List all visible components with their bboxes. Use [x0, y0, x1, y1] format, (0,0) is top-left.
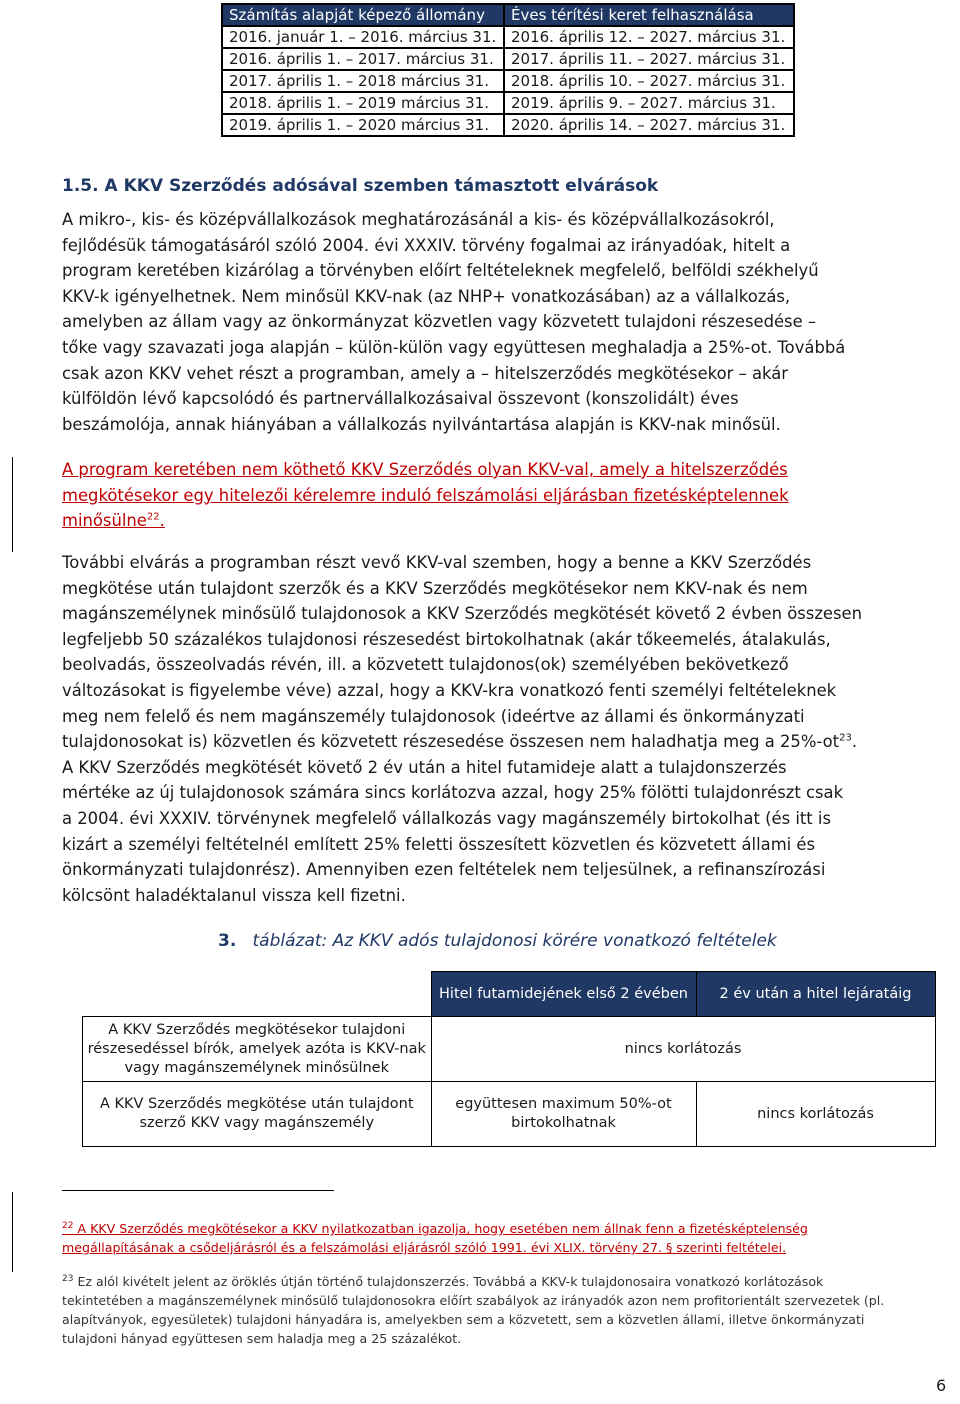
text-line [62, 1219, 942, 1238]
table-row [83, 1017, 936, 1082]
text-line: meg nem felelő és nem magánszemély tulajdonosok (ideértve az állami és önkormányzati [62, 706, 805, 726]
text-line: mértéke az új tulajdonosok számára sincs korlátozva azzal, hogy 25% fölötti tulajdonrészt csak [62, 783, 844, 803]
text-line: KKV-k igényelhetnek. Nem minősül KKV-nak (az NHP+ vonatkozásában) az a vállalkozás, [62, 286, 791, 306]
text-line: megállapításának a csődeljárásról és a felszámolási eljárásról szóló 1991. évi XLIX. törvény 27. § szerinti feltételei. [62, 1240, 787, 1255]
footnote-22 [62, 1219, 942, 1257]
table-cell: 2020. április 14. – 2027. március 31. [504, 114, 794, 136]
footnote-23 [62, 1272, 942, 1348]
footnote-separator [62, 1190, 334, 1191]
text-line: tekintetében a magánszemélynek minősülő tulajdonosokra előírt szabályok az irányadók azon nem profitorientált szervezetek (pl. [62, 1293, 885, 1308]
text-fragment: . [851, 732, 858, 752]
caption-text: táblázat: Az KKV adós tulajdonosi körére vonatkozó feltételek [252, 931, 777, 951]
text-line: külföldön lévő kapcsolódó és partnervállalkozásaival összevont (konszolidált) éves [62, 389, 739, 409]
text-line: magánszemélynek minősülő tulajdonosok a KKV Szerződés megkötését követő 2 évben összesen [62, 604, 863, 624]
text-line: megkötésekor egy hitelezői kérelemre induló felszámolási eljárásban fizetésképtelennek [62, 485, 789, 505]
table-row [222, 114, 794, 136]
text-fragment: minősülne [62, 511, 147, 531]
text-fragment: tulajdonosokat is) közvetlen és közvetett részesedése összesen nem haladhatja meg a 25%-ot [62, 732, 840, 752]
table-row [222, 48, 794, 70]
text-line: alapítványok, egyesületek) tulajdoni hányadára is, amelyekben sem a közvetett, sem a közvetlen állami, illetve önkormányzati [62, 1312, 865, 1327]
footnote-number: 22 [62, 1220, 74, 1231]
text-line: fejlődésük támogatásáról szóló 2004. évi XXXIV. törvény fogalmai az irányadóak, hitelt a [62, 235, 791, 255]
text-line: program keretében kizárólag a törvényben előírt feltételeknek megfelelő, belföldi székhelyű [62, 261, 819, 281]
text-line: A program keretében nem köthető KKV Szerződés olyan KKV-val, amely a hitelszerződés [62, 460, 788, 479]
paragraph-definition [62, 207, 932, 437]
change-bar [12, 1192, 13, 1272]
table-cell: 2019. április 1. – 2020 március 31. [222, 114, 504, 136]
table-cell: 2017. április 11. – 2027. március 31. [504, 48, 794, 70]
cell-no-restriction: nincs korlátozás [696, 1082, 935, 1147]
ownership-conditions-table [82, 971, 936, 1147]
change-bar [12, 457, 13, 552]
header-basis: Számítás alapját képező állomány [222, 4, 504, 26]
table-row [222, 70, 794, 92]
section-heading: 1.5. A KKV Szerződés adósával szemben támasztott elvárások [62, 176, 659, 196]
text-line: kizárt a személyi feltételnél említett 25% feletti összesített közvetlen és közvetett állami és [62, 834, 816, 854]
text-line: a 2004. évi XXXIV. törvénynek megfelelő vállalkozás vagy magánszemély birtokolhat (és itt is [62, 808, 832, 828]
text-fragment: . [159, 511, 165, 531]
table-caption [218, 931, 777, 951]
text-line: változásokat is figyelembe véve) azzal, hogy a KKV-kra vonatkozó fenti személyi feltételeknek [62, 680, 837, 700]
text-line: kölcsönt haladéktalanul vissza kell fizetni. [62, 885, 406, 905]
caption-number: 3. [218, 931, 237, 951]
row-label-existing-owners: A KKV Szerződés megkötésekor tulajdoni részesedéssel bírók, amelyek azóta is KKV-nak vagy magánszemélynek minősülnek [83, 1017, 432, 1082]
header-first-2-years: Hitel futamidejének első 2 évében [431, 972, 696, 1017]
text-line: önkormányzati tulajdonrész). Amennyiben ezen feltételek nem teljesülnek, a refinanszírozási [62, 860, 826, 880]
footnote-ref-22[interactable]: 22 [146, 511, 160, 523]
cell-max-50: együttesen maximum 50%-ot birtokolhatnak [431, 1082, 696, 1147]
text-line: tulajdoni hányad együttesen sem haladja meg a 25 százalékot. [62, 1331, 462, 1346]
text-line: megkötése után tulajdont szerzők és a KKV Szerződés megkötésekor nem KKV-nak és nem [62, 578, 808, 598]
header-usage: Éves térítési keret felhasználása [504, 4, 794, 26]
header-after-2-years: 2 év után a hitel lejáratáig [696, 972, 935, 1017]
text-line: beolvadás, összeolvadás révén, ill. a közvetett tulajdonos(ok) személyében bekövetkező [62, 655, 789, 675]
text-line [62, 1272, 942, 1291]
empty-cell [83, 972, 432, 1017]
table-cell: 2018. április 10. – 2027. március 31. [504, 70, 794, 92]
text-fragment: A KKV Szerződés megkötésekor a KKV nyilatkozatban igazolja, hogy esetében nem állnak fenn a fizetésképtelenség [77, 1221, 808, 1236]
allocation-table-header [222, 4, 794, 26]
table-row [83, 1082, 936, 1147]
footnote-ref-23[interactable]: 23 [839, 732, 852, 744]
table-row [222, 92, 794, 114]
table-cell: 2016. január 1. – 2016. március 31. [222, 26, 504, 48]
text-line: beszámolója, annak hiányában a vállalkozás nyilvántartása alapján is KKV-nak minősül. [62, 414, 781, 434]
text-line: A mikro-, kis- és középvállalkozások meghatározásánál a kis- és középvállalkozásokról, [62, 210, 775, 229]
text-line: További elvárás a programban részt vevő KKV-val szemben, hogy a benne a KKV Szerződés [62, 553, 812, 572]
row-label-new-owners: A KKV Szerződés megkötése után tulajdont szerző KKV vagy magánszemély [83, 1082, 432, 1147]
paragraph-insolvency [62, 457, 932, 534]
text-line: A KKV Szerződés megkötését követő 2 év után a hitel futamideje alatt a tulajdonszerzés [62, 757, 787, 777]
paragraph-ownership [62, 550, 932, 908]
table-header-row [83, 972, 936, 1017]
footnote-number: 23 [62, 1273, 74, 1284]
table-cell: 2018. április 1. – 2019 március 31. [222, 92, 504, 114]
table-cell: 2016. április 12. – 2027. március 31. [504, 26, 794, 48]
cell-no-restriction: nincs korlátozás [431, 1017, 935, 1082]
text-line: tőke vagy szavazati joga alapján – külön-külön vagy együttesen meghaladja a 25%-ot. Továbbá [62, 337, 846, 357]
table-cell: 2016. április 1. – 2017. március 31. [222, 48, 504, 70]
text-line [62, 508, 932, 534]
text-line: legfeljebb 50 százalékos tulajdonosi részesedést birtokolhatnak (akár tőkeemelés, átalakulás, [62, 629, 831, 649]
text-line: csak azon KKV vehet részt a programban, amely a – hitelszerződés megkötésekor – akár [62, 363, 789, 383]
text-line: amelyben az állam vagy az önkormányzat közvetlen vagy közvetett tulajdoni részesedése – [62, 312, 817, 332]
allocation-table [221, 3, 795, 137]
text-line [62, 729, 932, 755]
table-cell: 2019. április 9. – 2027. március 31. [504, 92, 794, 114]
table-row [222, 26, 794, 48]
text-fragment: Ez alól kivételt jelent az öröklés útján történő tulajdonszerzés. Továbbá a KKV-k tulajdonosaira vonatkozó korlátozások [77, 1274, 824, 1289]
page-number: 6 [936, 1376, 947, 1395]
table-cell: 2017. április 1. – 2018 március 31. [222, 70, 504, 92]
